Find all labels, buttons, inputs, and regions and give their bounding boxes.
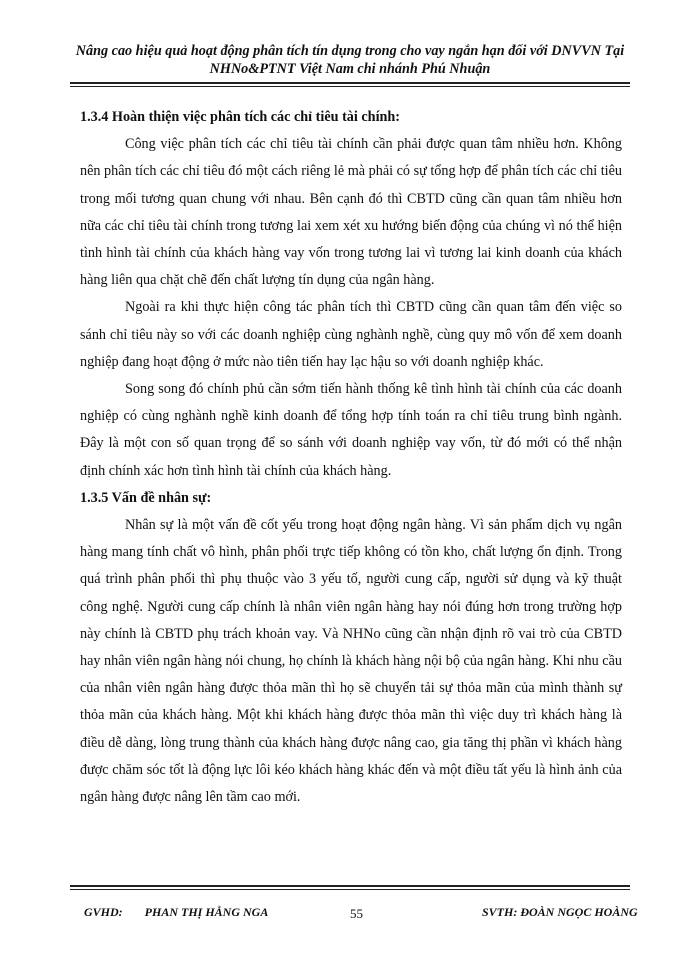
section-1-3-4-paragraph-1: Công việc phân tích các chỉ tiêu tài chính cần phải được quan tâm nhiều hơn. Không nên phân tích các chỉ tiêu đó một cách riêng lẻ mà phải có sự tổng hợp để phân tích các chỉ tiêu trong mối tương quan chung với nhau. Bên cạnh đó thì CBTD cũng cần quan tâm nhiều hơn nữa các chỉ tiêu tài chính trong tương lai xem xét xu hướng biến động của chúng vì nó thể hiện tình hình tài chính của khách hàng vay vốn trong tương lai vì tương lai kinh doanh của khách hàng liên qua chặt chẽ đến chất lượng tín dụng của ngân hàng. [80, 136, 622, 289]
footer-rule-thin [70, 889, 630, 890]
header-line-2: NHNo&PTNT Việt Nam chi nhánh Phú Nhuận [209, 61, 491, 77]
section-1-3-5-heading: 1.3.5 Vấn đề nhân sự: [80, 489, 212, 506]
section-1-3-5-paragraph: Nhân sự là một vấn đề cốt yếu trong hoạt động ngân hàng. Vì sản phẩm dịch vụ ngân hàng mang tính chất vô hình, phân phối trực tiếp không có tồn kho, chất lượng ổn định. Trong quá trình phân phối thì phụ thuộc vào 3 yếu tố, người cung cấp, người sử dụng và kỹ thuật công nghệ. Người cung cấp chính là nhân viên ngân hàng hay nói đúng hơn trong trường hợp này chính là CBTD phụ trách khoản vay. Và NHNo cũng cần nhận định rõ vai trò của CBTD hay nhân viên ngân hàng nói chung, họ chính là khách hàng nội bộ của ngân hàng. Khi nhu cầu của nhân viên ngân hàng được thỏa mãn thì họ sẽ chuyển tải sự thỏa mãn của mình thành sự thỏa mãn của khách hàng. Một khi khách hàng được thỏa mãn thì việc duy trì khách hàng là điều dễ dàng, lòng trung thành của khách hàng được nâng cao, gia tăng thị phần vì khách hàng được chăm sóc tốt là động lực lôi kéo khách hàng khác đến và một điều tất yếu là hình ảnh của ngân hàng được nâng lên tầm cao mới. [80, 517, 622, 806]
footer-gvhd-label: GVHD: [84, 905, 123, 919]
footer-supervisor [84, 905, 268, 920]
footer-student: SVTH: ĐOÀN NGỌC HOÀNG [482, 905, 638, 919]
section-1-3-4-paragraph-2: Ngoài ra khi thực hiện công tác phân tích thì CBTD cũng cần quan tâm đến việc so sánh chỉ tiêu này so với các doanh nghiệp cùng nghành nghề, cùng quy mô vốn để xem doanh nghiệp đang hoạt động ở mức nào tiên tiến hay lạc hậu so với doanh nghiệp khác. [80, 299, 622, 370]
footer-gvhd-name: PHAN THỊ HẰNG NGA [144, 905, 269, 919]
page-body [80, 104, 622, 811]
section-1-3-4-heading: 1.3.4 Hoàn thiện việc phân tích các chỉ tiêu tài chính: [80, 109, 401, 125]
section-1-3-4-paragraph-3: Song song đó chính phủ cần sớm tiến hành thống kê tình hình tài chính của các doanh nghiệp có cùng nghành nghề kinh doanh để tổng hợp tính toán ra chỉ tiêu trung bình ngành. Đây là một con số quan trọng để so sánh với doanh nghiệp vay vốn, từ đó mới có thể nhận định chính xác hơn tình hình tài chính của khách hàng. [80, 381, 622, 479]
header-rule-thin [70, 86, 630, 87]
running-header [70, 42, 630, 78]
header-rule-thick [70, 82, 630, 84]
footer-rule-thick [70, 885, 630, 887]
header-line-1: Nâng cao hiệu quả hoạt động phân tích tín dụng trong cho vay ngắn hạn đối với DNVVN Tại [75, 43, 625, 59]
page-number: 55 [350, 906, 363, 921]
